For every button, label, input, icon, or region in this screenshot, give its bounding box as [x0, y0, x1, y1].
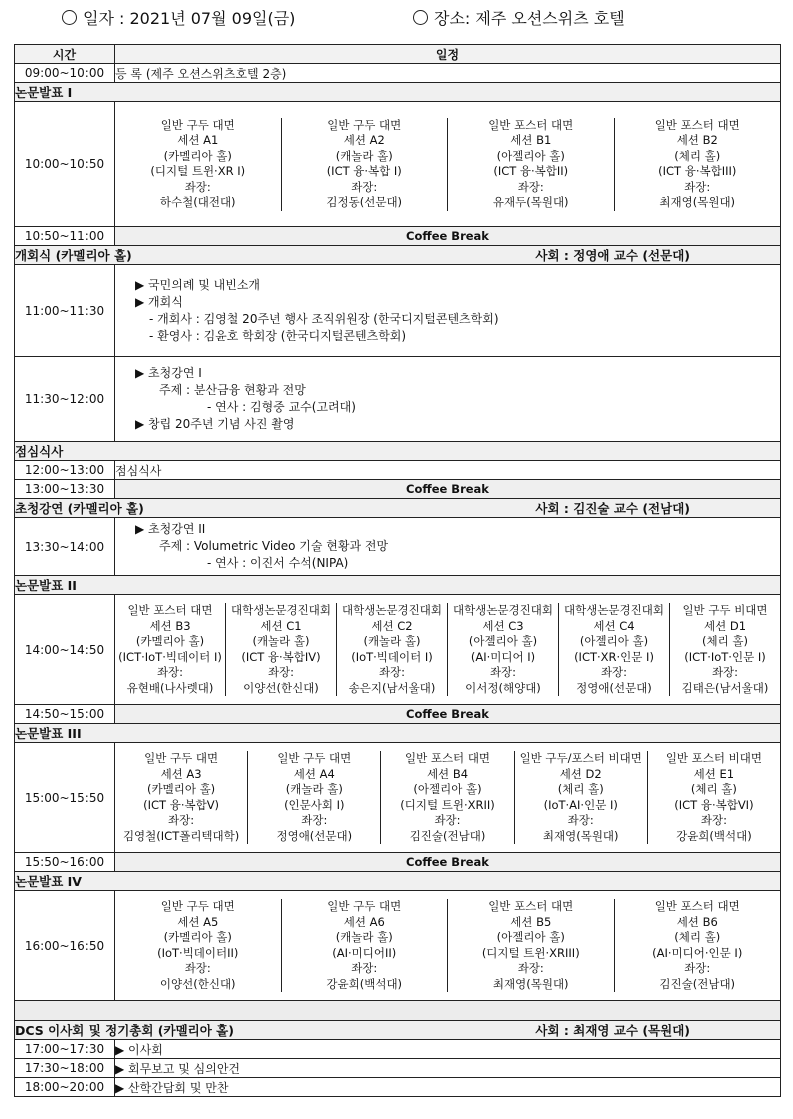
session-cell-line: (AI·미디어II): [332, 945, 397, 960]
time-cell: 14:50~15:00: [15, 705, 115, 724]
session-cell-line: 세션 A5: [177, 914, 219, 929]
section-title: [15, 246, 781, 265]
session-cell-line: (캐놀라 홀): [285, 782, 343, 796]
time-cell: 10:00~10:50: [15, 102, 115, 227]
session-cell-line: (디지털 트윈·XRII): [400, 797, 495, 812]
session-cell-line: 최재영(목원대): [659, 195, 736, 209]
program-line: ▶ 국민의례 및 내빈소개: [135, 277, 261, 292]
session-cell-line: (체리 홀): [674, 930, 721, 944]
program-line: 초청강연 (카멜리아 홀): [15, 501, 144, 516]
session-cell: [669, 603, 780, 696]
session-cell-line: 일반 포스터 대면: [654, 899, 740, 913]
col-header-time: 시간: [15, 45, 115, 64]
session-cell-line: (아젤리아 홀): [468, 634, 538, 648]
session-cell-line: 일반 구두/포스터 비대면: [519, 751, 642, 765]
dcs-row: [15, 1078, 781, 1097]
keynote1-program: [115, 365, 780, 433]
session-cell-line: 세션 A2: [343, 133, 385, 147]
session-cell-line: 세션 B6: [676, 914, 718, 929]
session-cell: [247, 751, 380, 844]
session-cell-line: (디지털 트윈·XR I): [150, 164, 246, 178]
section-title: 점심식사: [15, 442, 781, 461]
time-cell: 15:50~16:00: [15, 853, 115, 872]
session-cell-line: 좌장:: [711, 665, 739, 679]
session-cell-line: 김정동(선문대): [326, 195, 403, 209]
session-grid: [115, 751, 780, 844]
keynote1-row: [15, 357, 781, 442]
session-cell-line: 일반 포스터 대면: [127, 603, 213, 617]
session-cell-line: 좌장:: [168, 813, 195, 827]
session-cell-line: (카멜리아 홀): [163, 930, 232, 944]
session-cell: [281, 899, 448, 992]
section-title: [15, 499, 781, 518]
session-cell-line: (체리 홀): [674, 148, 721, 163]
session-cell-line: (IoT·빅데이터II): [157, 945, 239, 960]
session-cell-line: 세션 B2: [676, 133, 718, 147]
program-line: 주제 : 분산금융 현황과 전망: [159, 383, 306, 397]
session-cell-line: 세션 B3: [149, 618, 191, 633]
dcs-item: ▶ 이사회: [115, 1040, 781, 1059]
session-cell-line: (아젤리아 홀): [496, 148, 565, 163]
session-cell-line: (체리 홀): [557, 782, 604, 796]
section-title: [15, 1021, 781, 1040]
session-cell-line: (카멜리아 홀): [147, 782, 216, 796]
col-header-schedule: 일정: [115, 45, 781, 64]
session-cell: [614, 899, 781, 992]
session-cell-line: (캐놀라 홀): [335, 148, 393, 163]
session-cell-line: 세션 C2: [371, 618, 413, 633]
session-cell-line: (디지털 트윈·XRIII): [481, 945, 580, 960]
session-cell: [447, 118, 614, 211]
session-cell-line: (캐놀라 홀): [335, 930, 393, 944]
session-cell-line: 좌장:: [351, 179, 378, 194]
session-cell-line: (ICT·XR·인문 I): [574, 649, 654, 664]
session-cell-line: (캐놀라 홀): [363, 634, 421, 648]
coffee-break: Coffee Break: [115, 853, 781, 872]
schedule-table: [14, 44, 781, 1097]
session-cell-line: 세션 C4: [593, 618, 635, 633]
time-cell: 09:00~10:00: [15, 64, 115, 83]
program-line: 개회식 (카멜리아 홀): [15, 248, 132, 263]
header: [0, 6, 793, 32]
session-cell-line: (아젤리아 홀): [496, 930, 565, 944]
session-cell-line: 세션 A3: [160, 766, 202, 781]
session-cell-line: 김진술(전남대): [409, 828, 486, 843]
session-cell: [447, 603, 558, 696]
section-title: 논문발표 III: [15, 724, 781, 743]
session-cell-line: 유재두(목원대): [492, 195, 569, 209]
session-cell-line: 이양선(한신대): [159, 976, 236, 991]
session-cell: [281, 118, 448, 211]
event-date: 일자 : 2021년 07월 09일(금): [83, 9, 296, 28]
dcs-item: ▶ 산학간담회 및 만찬: [115, 1078, 781, 1097]
session-cell: [558, 603, 669, 696]
session-cell-line: (AI·미디어 I): [470, 649, 536, 664]
session-cell-line: (인문사회 I): [284, 797, 345, 812]
session-cell-line: (아젤리아 홀): [413, 782, 482, 796]
circle-bullet-icon: [62, 10, 77, 25]
session-cell-line: (카멜리아 홀): [135, 634, 205, 648]
program-line: ▶ 초청강연 I: [135, 366, 202, 380]
program-line: DCS 이사회 및 정기총회 (카멜리아 홀): [15, 1023, 234, 1038]
break-row: [15, 227, 781, 246]
session-cell-line: 대학생논문경진대회: [453, 603, 553, 617]
session-cell-line: (AI·미디어·인문 I): [652, 945, 743, 960]
time-cell: 13:00~13:30: [15, 480, 115, 499]
time-cell: 16:00~16:50: [15, 891, 115, 1001]
session-cell-line: (체리 홀): [702, 634, 748, 648]
opening-program: [115, 277, 780, 345]
session-cell-line: (ICT·IoT·빅데이터 I): [118, 649, 222, 664]
time-cell: 10:50~11:00: [15, 227, 115, 246]
session-cell-line: 일반 포스터 비대면: [665, 751, 762, 765]
program-line: ▶ 개회식: [135, 294, 183, 309]
event-venue: 장소: 제주 오션스위츠 호텔: [434, 9, 625, 28]
section-title: 논문발표 I: [15, 83, 781, 102]
session-cell-line: 일반 구두 대면: [327, 899, 402, 913]
opening-row: [15, 265, 781, 357]
session-cell-line: 좌장:: [301, 813, 328, 827]
lunch-row: [15, 461, 781, 480]
session-cell-line: 좌장:: [567, 813, 594, 827]
session-cell-line: (ICT 융·복합IV): [241, 649, 321, 664]
session-cell: [514, 751, 647, 844]
program-line: - 개회사 : 김영철 20주년 행사 조직위원장 (한국디지털콘텐츠학회): [149, 311, 499, 326]
program-line: 주제 : Volumetric Video 기술 현황과 전망: [159, 539, 389, 553]
session-cell-line: (ICT 융·복합V): [143, 797, 220, 812]
session-row: [15, 102, 781, 227]
session-cell-line: 좌장:: [684, 179, 711, 194]
time-cell: 14:00~14:50: [15, 595, 115, 705]
session-cell-line: 좌장:: [700, 813, 727, 827]
session-row: [15, 595, 781, 705]
session-cell-line: (ICT·IoT·인문 I): [684, 649, 766, 664]
session-cell-line: 대학생논문경진대회: [231, 603, 331, 617]
session-cell-line: 일반 구두 대면: [160, 117, 235, 132]
session-cell-line: 좌장:: [517, 179, 544, 194]
break-row: [15, 480, 781, 499]
program-line: ▶ 초청강연 II: [135, 522, 206, 536]
session-cell-line: (카멜리아 홀): [163, 148, 232, 163]
session-cell-line: 세션 B1: [510, 133, 552, 147]
section-host: 사회 : 정영애 교수 (선문대): [535, 248, 690, 263]
session-cell-line: 좌장:: [489, 665, 517, 679]
session-cell-line: (캐놀라 홀): [252, 634, 310, 648]
session-cell-line: 세션 B5: [510, 914, 552, 929]
session-cell-line: 좌장:: [267, 665, 295, 679]
section-host: 사회 : 김진술 교수 (전남대): [535, 501, 690, 516]
session-cell-line: (ICT 융·복합 I): [326, 164, 402, 178]
session-grid: [115, 899, 780, 992]
session-cell-line: 좌장:: [684, 961, 711, 975]
coffee-break: Coffee Break: [115, 480, 781, 499]
coffee-break: Coffee Break: [115, 705, 781, 724]
session-cell-line: 좌장:: [184, 179, 211, 194]
session-cell-line: 송은지(남서울대): [348, 680, 436, 695]
date-line: [62, 6, 295, 29]
dcs-row: [15, 1059, 781, 1078]
session-cell-line: 김진술(전남대): [659, 976, 736, 991]
break-row: [15, 705, 781, 724]
session-cell-line: 이서정(해양대): [465, 680, 541, 695]
session-cell-line: 김태은(남서울대): [681, 680, 769, 695]
program-line: - 연사 : 이진서 수석(NIPA): [207, 556, 349, 570]
session-cell-line: 좌장:: [156, 665, 184, 679]
session-cell-line: (IoT·빅데이터 I): [351, 649, 433, 664]
session-cell-line: 세션 A6: [343, 914, 385, 929]
time-cell: 13:30~14:00: [15, 518, 115, 576]
session-cell-line: 대학생논문경진대회: [564, 603, 664, 617]
time-cell: 11:30~12:00: [15, 357, 115, 442]
session-cell-line: (ICT 융·복합VI): [674, 797, 754, 812]
section-host: 사회 : 최재영 교수 (목원대): [535, 1023, 690, 1038]
session-cell: [115, 603, 225, 696]
session-cell-line: 세션 E1: [693, 766, 735, 781]
session-cell-line: 하수철(대전대): [159, 195, 236, 209]
session-cell: [380, 751, 513, 844]
coffee-break: Coffee Break: [115, 227, 781, 246]
session-cell: [447, 899, 614, 992]
session-cell-line: 세션 C1: [260, 618, 302, 633]
session-cell-line: 세션 A4: [293, 766, 335, 781]
section-title: 논문발표 II: [15, 576, 781, 595]
session-cell-line: 일반 포스터 대면: [404, 751, 491, 765]
break-row: [15, 853, 781, 872]
time-cell: 17:30~18:00: [15, 1059, 115, 1078]
lunch-text: 점심식사: [115, 461, 781, 480]
session-cell-line: 세션 C3: [482, 618, 524, 633]
time-cell: 17:00~17:30: [15, 1040, 115, 1059]
session-cell-line: (IoT·AI·인문 I): [543, 797, 618, 812]
session-cell-line: 세션 D1: [703, 618, 747, 633]
session-cell-line: 좌장:: [434, 813, 461, 827]
session-cell-line: 정영애(선문대): [576, 680, 652, 695]
session-cell: [614, 118, 781, 211]
session-cell-line: 좌장:: [600, 665, 628, 679]
session-cell-line: 세션 A1: [177, 133, 219, 147]
session-cell: [225, 603, 336, 696]
session-cell-line: 일반 구두 대면: [144, 751, 219, 765]
session-row: [15, 743, 781, 853]
session-cell-line: 일반 구두 대면: [327, 117, 402, 132]
session-cell-line: 세션 B4: [426, 766, 469, 781]
session-row: [15, 891, 781, 1001]
session-cell-line: 세션 D2: [559, 766, 602, 781]
venue-line: [413, 6, 625, 29]
program-line: ▶ 창립 20주년 기념 사진 촬영: [135, 417, 295, 431]
session-cell-line: 일반 구두 대면: [277, 751, 352, 765]
program-line: - 연사 : 김형중 교수(고려대): [207, 400, 356, 414]
session-cell-line: (ICT 융·복합II): [493, 164, 569, 178]
session-cell-line: 일반 포스터 대면: [654, 117, 740, 132]
session-cell-line: 좌장:: [517, 961, 544, 975]
section-title: 논문발표 IV: [15, 872, 781, 891]
dcs-item: ▶ 회무보고 및 심의안건: [115, 1059, 781, 1078]
session-cell-line: 일반 구두 비대면: [682, 603, 768, 617]
program-line: - 환영사 : 김윤호 학회장 (한국디지털콘텐츠학회): [149, 328, 407, 343]
registration-row: [15, 64, 781, 83]
session-cell-line: 유현배(나사렛대): [126, 680, 214, 695]
session-cell-line: 좌장:: [184, 961, 211, 975]
session-cell: [115, 118, 281, 211]
time-cell: 11:00~11:30: [15, 265, 115, 357]
session-grid: [115, 118, 780, 211]
session-cell-line: 좌장:: [378, 665, 406, 679]
session-cell-line: 대학생논문경진대회: [342, 603, 442, 617]
session-cell-line: 이양선(한신대): [243, 680, 319, 695]
session-cell: [115, 751, 247, 844]
keynote2-row: [15, 518, 781, 576]
dcs-row: [15, 1040, 781, 1059]
session-cell-line: 정영애(선문대): [276, 828, 353, 843]
session-cell: [336, 603, 447, 696]
session-cell-line: 최재영(목원대): [542, 828, 619, 843]
session-cell-line: 일반 구두 대면: [160, 899, 235, 913]
session-cell: [115, 899, 281, 992]
session-cell-line: 좌장:: [351, 961, 378, 975]
session-cell-line: 일반 포스터 대면: [488, 899, 574, 913]
session-grid: [115, 603, 780, 696]
session-cell-line: (아젤리아 홀): [579, 634, 649, 648]
session-cell-line: 일반 포스터 대면: [488, 117, 574, 132]
time-cell: 12:00~13:00: [15, 461, 115, 480]
session-cell-line: (ICT 융·복합III): [658, 164, 737, 178]
session-cell-line: 김영철(ICT폴리텍대학): [122, 828, 240, 843]
keynote2-program: [115, 521, 780, 572]
circle-bullet-icon: [413, 10, 428, 25]
spacer-row: [15, 1001, 781, 1021]
session-cell-line: 강윤희(백석대): [326, 976, 403, 991]
session-cell-line: 강윤희(백석대): [676, 828, 752, 843]
time-cell: 15:00~15:50: [15, 743, 115, 853]
session-cell-line: 최재영(목원대): [492, 976, 569, 991]
registration-text: 등 록 (제주 오션스위츠호텔 2층): [115, 64, 781, 83]
time-cell: 18:00~20:00: [15, 1078, 115, 1097]
session-cell-line: (체리 홀): [690, 782, 737, 796]
session-cell: [647, 751, 780, 844]
